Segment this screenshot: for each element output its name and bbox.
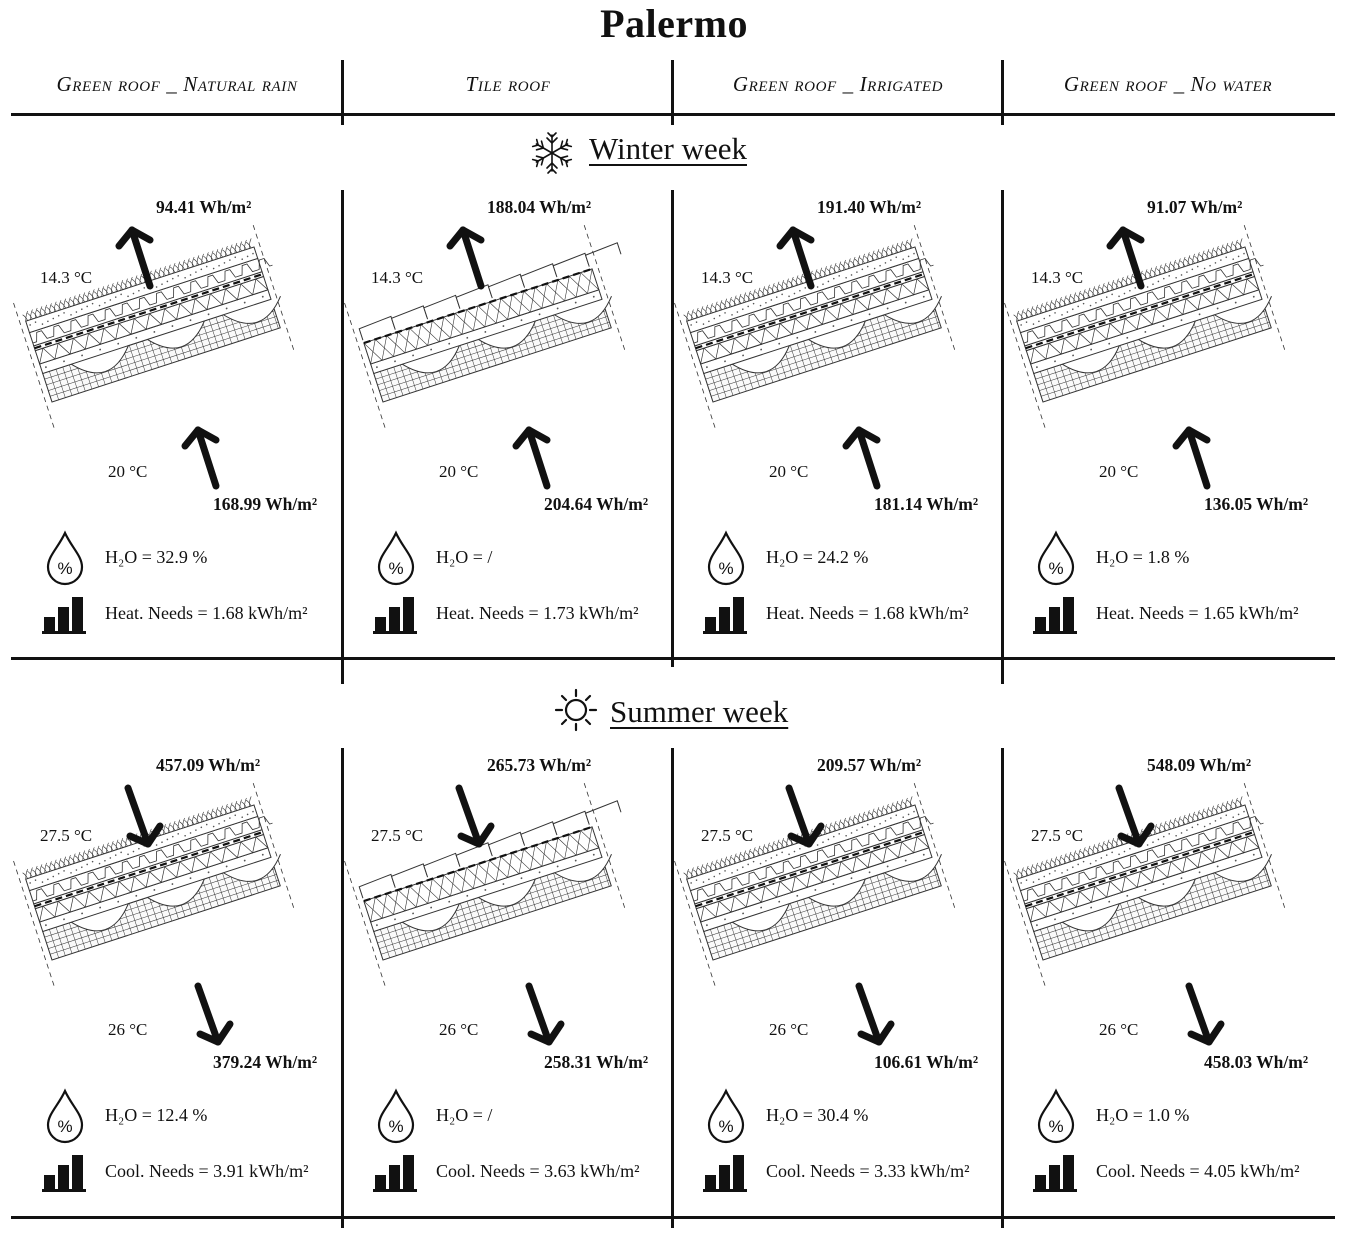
heat-flux-down-arrow (1101, 778, 1161, 858)
top-heat-flux-value: 457.09 Wh/m² (156, 755, 261, 775)
summer-week-heading: Summer week (610, 694, 789, 729)
heat-flux-down-arrow (110, 778, 170, 858)
water-drop-percent-icon (375, 530, 417, 586)
svg-text:%: % (718, 559, 734, 578)
water-drop-percent-icon (375, 1088, 417, 1144)
sun-icon (554, 688, 598, 732)
header-column-divider (671, 60, 674, 125)
heat-flux-down-arrow (1171, 976, 1231, 1056)
water-content-value: H₂O = / (436, 547, 493, 567)
top-heat-flux-value: 188.04 Wh/m² (487, 197, 592, 217)
indoor-temperature: 20 °C (108, 462, 148, 481)
bar-chart-icon (1033, 1153, 1079, 1193)
bar-chart-icon (1033, 595, 1079, 635)
column-header-green-roof-irrigated: Green roof _ Irrigated (732, 72, 944, 96)
svg-text:%: % (388, 559, 404, 578)
snowflake-icon (530, 131, 574, 175)
energy-needs-value: Cool. Needs = 3.91 kWh/m² (105, 1161, 309, 1181)
indoor-temperature: 20 °C (1099, 462, 1139, 481)
bar-chart-icon (42, 1153, 88, 1193)
water-drop-percent-icon (44, 530, 86, 586)
heat-flux-up-arrow (112, 218, 172, 298)
outdoor-temperature: 27.5 °C (701, 826, 754, 845)
outdoor-temperature: 14.3 °C (1031, 268, 1084, 287)
outdoor-temperature: 27.5 °C (40, 826, 93, 845)
bar-chart-icon (42, 595, 88, 635)
svg-text:%: % (388, 1117, 404, 1136)
indoor-temperature: 26 °C (769, 1020, 809, 1039)
water-content-value: H₂O = 24.2 % (766, 547, 869, 567)
heat-flux-up-arrow (1103, 218, 1163, 298)
column-header-green-roof-no-water: Green roof _ No water (1063, 72, 1273, 96)
svg-text:%: % (1048, 559, 1064, 578)
heat-flux-up-arrow (178, 418, 238, 498)
top-heat-flux-value: 91.07 Wh/m² (1147, 197, 1243, 217)
indoor-temperature: 26 °C (439, 1020, 479, 1039)
outdoor-temperature: 27.5 °C (1031, 826, 1084, 845)
top-heat-flux-value: 548.09 Wh/m² (1147, 755, 1252, 775)
water-content-value: H₂O = / (436, 1105, 493, 1125)
heat-flux-up-arrow (509, 418, 569, 498)
bottom-heat-flux-value: 379.24 Wh/m² (213, 1052, 318, 1072)
water-drop-percent-icon (705, 1088, 747, 1144)
bar-chart-icon (703, 1153, 749, 1193)
water-content-value: H₂O = 30.4 % (766, 1105, 869, 1125)
water-drop-percent-icon (1035, 1088, 1077, 1144)
indoor-temperature: 20 °C (439, 462, 479, 481)
header-column-divider (341, 60, 344, 125)
winter-week-heading: Winter week (589, 131, 747, 166)
indoor-temperature: 20 °C (769, 462, 809, 481)
top-heat-flux-value: 191.40 Wh/m² (817, 197, 922, 217)
heat-flux-up-arrow (839, 418, 899, 498)
bottom-heat-flux-value: 258.31 Wh/m² (544, 1052, 649, 1072)
bottom-heat-flux-value: 458.03 Wh/m² (1204, 1052, 1309, 1072)
heat-flux-down-arrow (771, 778, 831, 858)
water-drop-percent-icon (44, 1088, 86, 1144)
bar-chart-icon (373, 595, 419, 635)
bottom-heat-flux-value: 106.61 Wh/m² (874, 1052, 979, 1072)
energy-needs-value: Heat. Needs = 1.68 kWh/m² (766, 603, 969, 623)
bottom-heat-flux-value: 136.05 Wh/m² (1204, 494, 1309, 514)
bottom-heat-flux-value: 168.99 Wh/m² (213, 494, 318, 514)
svg-text:%: % (57, 1117, 73, 1136)
bottom-heat-flux-value: 204.64 Wh/m² (544, 494, 649, 514)
column-header-green-roof-natural-rain: Green roof _ Natural rain (56, 72, 298, 96)
outdoor-temperature: 14.3 °C (371, 268, 424, 287)
heat-flux-up-arrow (443, 218, 503, 298)
energy-needs-value: Cool. Needs = 3.33 kWh/m² (766, 1161, 970, 1181)
heat-flux-down-arrow (441, 778, 501, 858)
svg-text:%: % (1048, 1117, 1064, 1136)
energy-needs-value: Heat. Needs = 1.65 kWh/m² (1096, 603, 1299, 623)
bar-chart-icon (373, 1153, 419, 1193)
bottom-heat-flux-value: 181.14 Wh/m² (874, 494, 979, 514)
water-drop-percent-icon (705, 530, 747, 586)
energy-needs-value: Cool. Needs = 4.05 kWh/m² (1096, 1161, 1300, 1181)
heat-flux-down-arrow (841, 976, 901, 1056)
water-content-value: H₂O = 32.9 % (105, 547, 208, 567)
svg-text:%: % (57, 559, 73, 578)
outdoor-temperature: 14.3 °C (40, 268, 93, 287)
heat-flux-down-arrow (180, 976, 240, 1056)
water-content-value: H₂O = 1.0 % (1096, 1105, 1190, 1125)
bar-chart-icon (703, 595, 749, 635)
energy-needs-value: Heat. Needs = 1.68 kWh/m² (105, 603, 308, 623)
page-title: Palermo (600, 1, 748, 46)
heat-flux-up-arrow (773, 218, 833, 298)
outdoor-temperature: 27.5 °C (371, 826, 424, 845)
energy-needs-value: Cool. Needs = 3.63 kWh/m² (436, 1161, 640, 1181)
svg-text:%: % (718, 1117, 734, 1136)
header-column-divider (1001, 60, 1004, 125)
indoor-temperature: 26 °C (108, 1020, 148, 1039)
water-content-value: H₂O = 12.4 % (105, 1105, 208, 1125)
heat-flux-down-arrow (511, 976, 571, 1056)
top-heat-flux-value: 209.57 Wh/m² (817, 755, 922, 775)
top-heat-flux-value: 94.41 Wh/m² (156, 197, 252, 217)
water-drop-percent-icon (1035, 530, 1077, 586)
energy-needs-value: Heat. Needs = 1.73 kWh/m² (436, 603, 639, 623)
column-header-tile-roof: Tile roof (465, 72, 551, 96)
outdoor-temperature: 14.3 °C (701, 268, 754, 287)
indoor-temperature: 26 °C (1099, 1020, 1139, 1039)
top-heat-flux-value: 265.73 Wh/m² (487, 755, 592, 775)
heat-flux-up-arrow (1169, 418, 1229, 498)
water-content-value: H₂O = 1.8 % (1096, 547, 1190, 567)
